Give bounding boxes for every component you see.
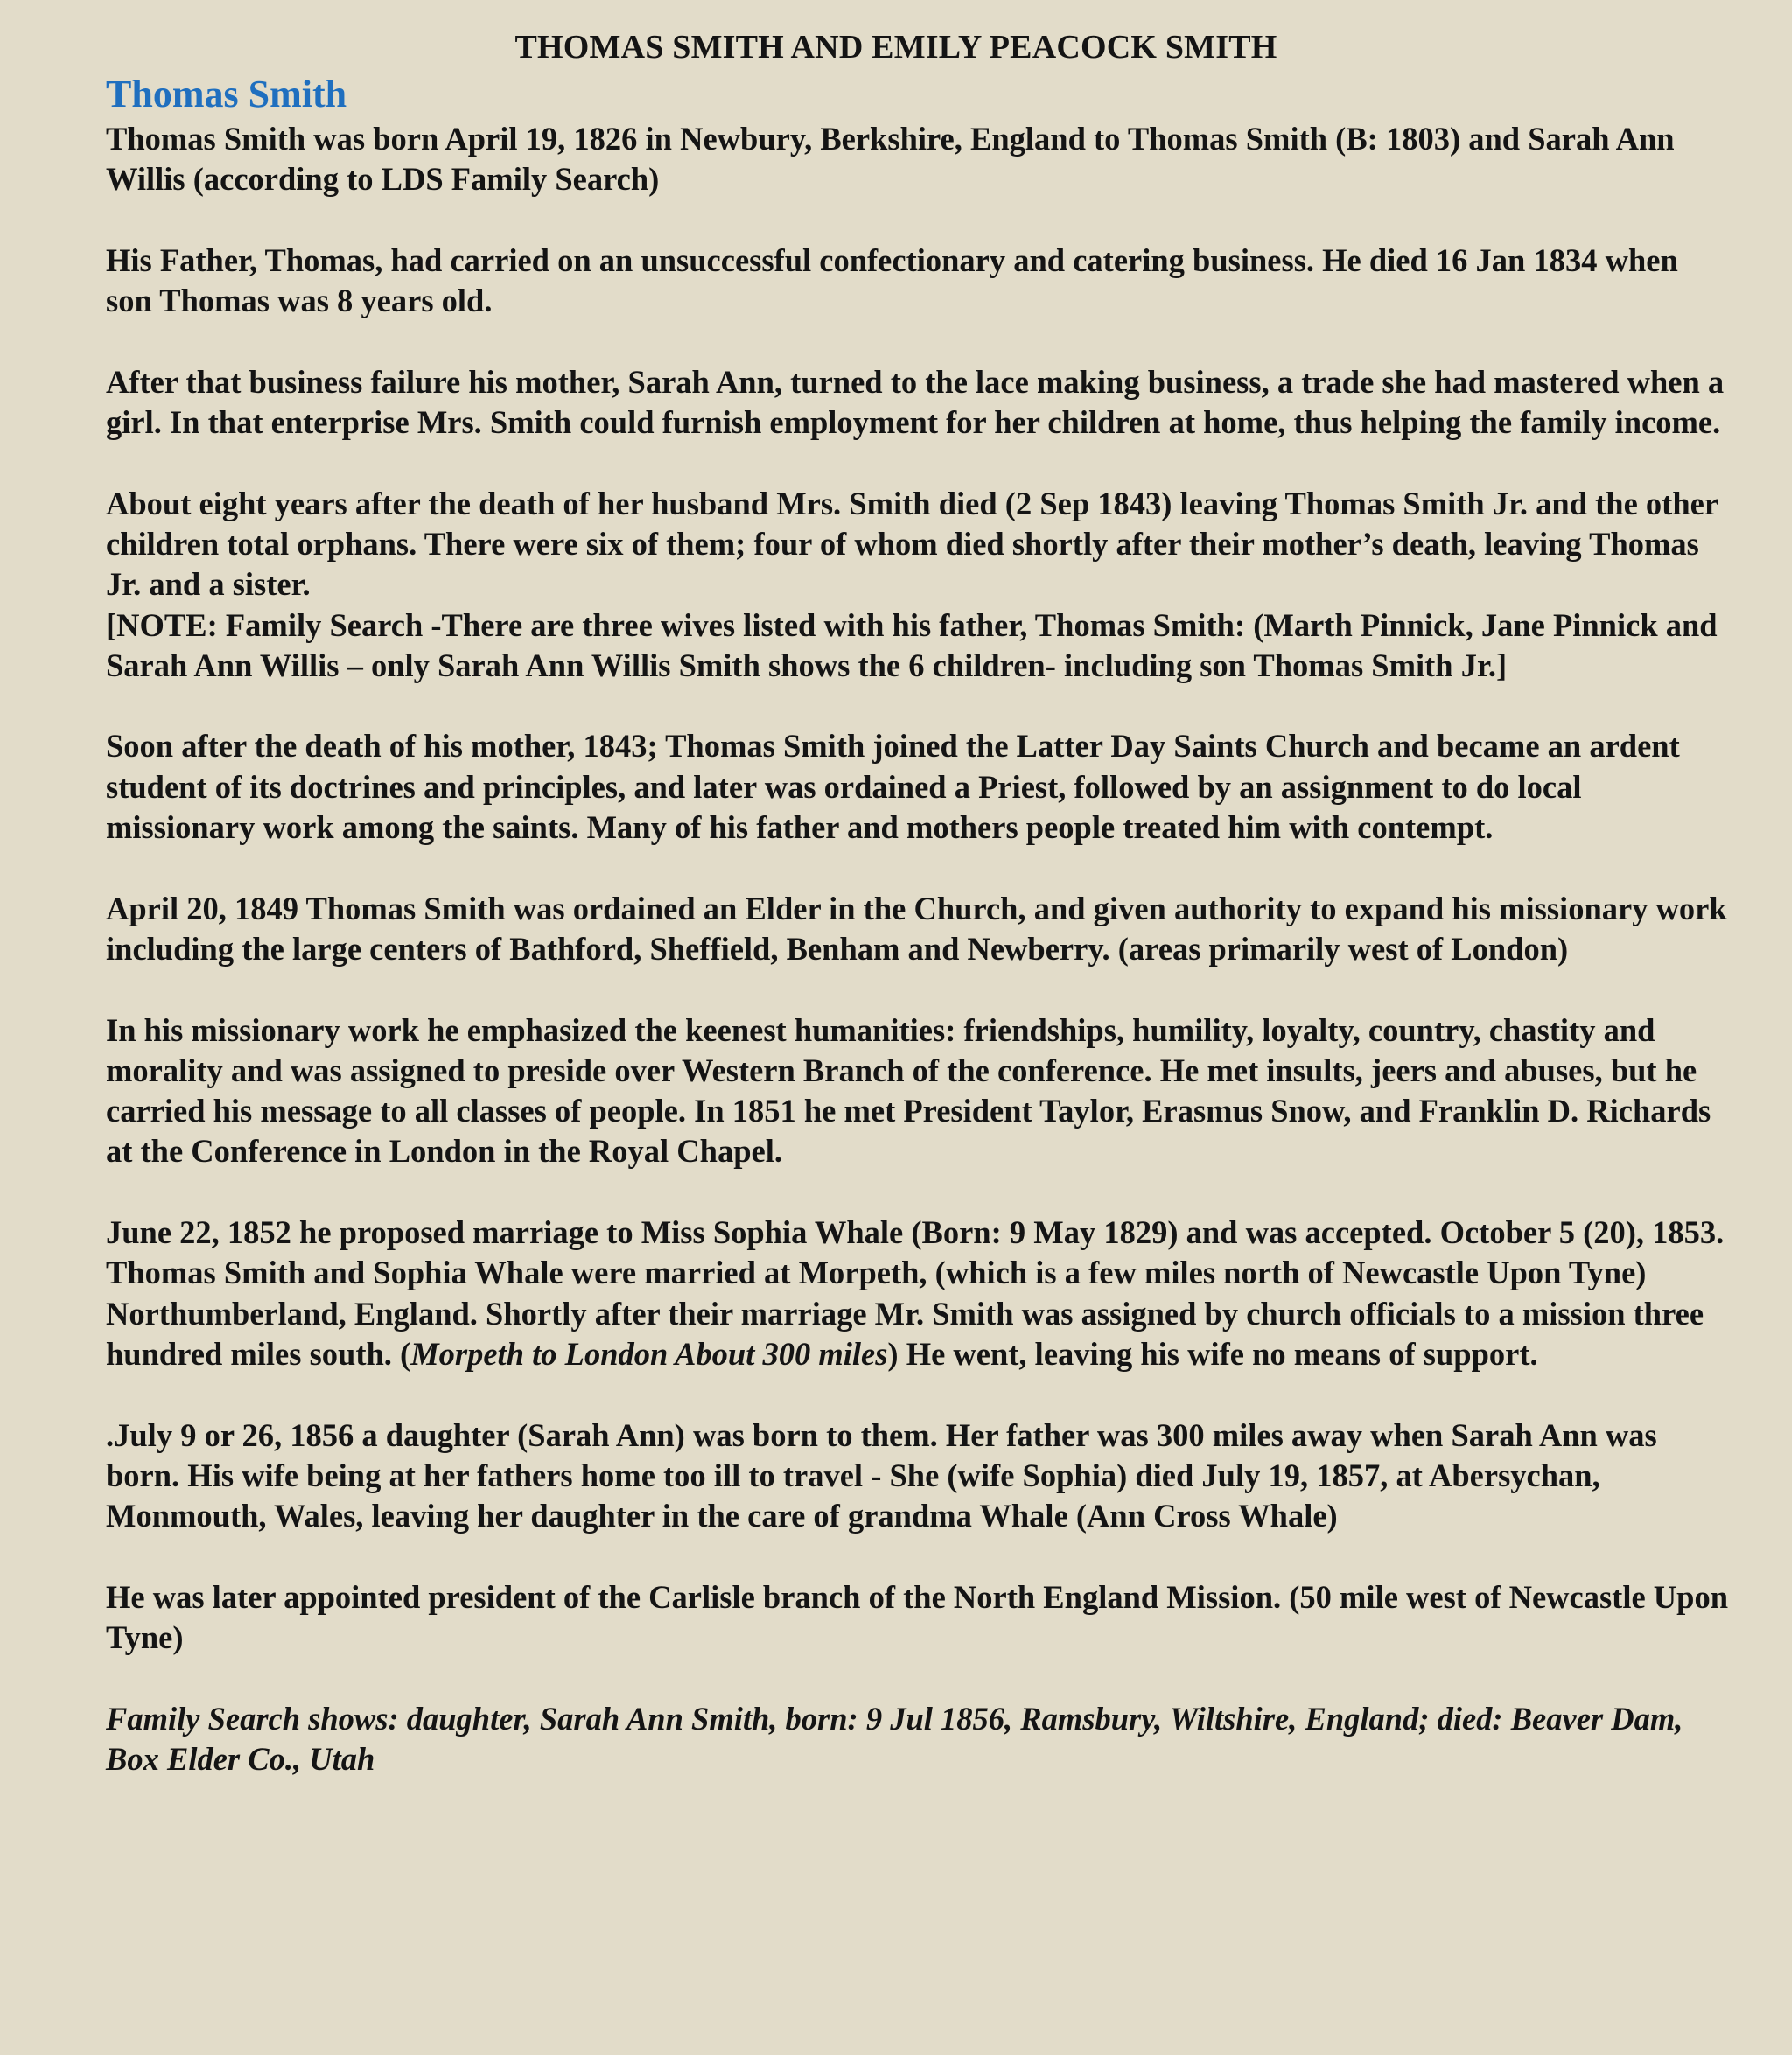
paragraph-missionary: In his missionary work he emphasized the keenest humanities: friendships, humility, loyalty, country, chastity and morality and was assigned to preside over Western Branch of the conference. He met insults, jeers and abuses, but he carried his message to all classes of people. In 1851 he met President Taylor, Erasmus Snow, and Franklin D. Richards at the Conference in London in the Royal Chapel. [106, 1011, 1712, 1170]
paragraph-father: His Father, Thomas, had carried on an unsuccessful confectionary and catering business. He died 16 Jan 1834 when son Thomas was 8 years old. [106, 241, 1678, 319]
section-heading: Thomas Smith [106, 73, 347, 115]
paragraph-family-search: Family Search shows: daughter, Sarah Ann Smith, born: 9 Jul 1856, Ramsbury, Wiltshire, England; died: Beaver Dam, Box Elder Co., Utah [106, 1700, 1684, 1777]
paragraph-daughter: .July 9 or 26, 1856 a daughter (Sarah Ann) was born to them. Her father was 300 miles away when Sarah Ann was born. His wife being at her fathers home too ill to travel - She (wife Sophia) died July 19, 1857, at Abersychan, Monmouth, Wales, leaving her daughter in the care of grandma Whale (Ann Cross Whale) [106, 1416, 1657, 1534]
paragraph-marriage [106, 1213, 1731, 1374]
marriage-text-after: ) He went, leaving his wife no means of support. [887, 1335, 1538, 1372]
paragraph-carlisle: He was later appointed president of the Carlisle branch of the North England Mission. (50 mile west of Newcastle Upon Tyne) [106, 1578, 1729, 1655]
document-title: THOMAS SMITH AND EMILY PEACOCK SMITH [514, 29, 1278, 66]
paragraph-note: [NOTE: Family Search -There are three wives listed with his father, Thomas Smith: (Marth Pinnick, Jane Pinnick and Sarah Ann Willis – only Sarah Ann Willis Smith shows the 6 children- including son Thomas Smith Jr.] [106, 606, 1718, 683]
paragraph-elder: April 20, 1849 Thomas Smith was ordained an Elder in the Church, and given authority to expand his missionary work including the large centers of Bathford, Sheffield, Benham and Newberry. (areas primarily west of London) [106, 890, 1727, 967]
paragraph-birth: Thomas Smith was born April 19, 1826 in Newbury, Berkshire, England to Thomas Smith (B: 1803) and Sarah Ann Willis (according to LDS Family Search) [106, 121, 1675, 198]
paragraph-church: Soon after the death of his mother, 1843; Thomas Smith joined the Latter Day Saints Church and became an ardent student of its doctrines and principles, and later was ordained a Priest, followed by an assignment to do local missionary work among the saints. Many of his father and mothers people treated him with contempt. [106, 728, 1680, 846]
paragraph-orphans: About eight years after the death of her husband Mrs. Smith died (2 Sep 1843) leaving Thomas Smith Jr. and the other children total orphans. There were six of them; four of whom died shortly after their mother’s death, leaving Thomas Jr. and a sister. [106, 485, 1718, 603]
marriage-text-italic: Morpeth to London About 300 miles [410, 1335, 888, 1372]
paragraph-mother-lace: After that business failure his mother, Sarah Ann, turned to the lace making business, a trade she had mastered when a girl. In that enterprise Mrs. Smith could furnish employment for her children at home, thus helping the family income. [106, 363, 1725, 441]
marriage-text-before: June 22, 1852 he proposed marriage to Miss Sophia Whale (Born: 9 May 1829) and was accepted. October 5 (20), 1853. Thomas Smith and Sophia Whale were married at Morpeth, (which is a few miles north of Newcastle Upon Tyne) Northumberland, England. Shortly after their marriage Mr. Smith was assigned by church officials to a mission three hundred miles south. ( [106, 1214, 1725, 1372]
